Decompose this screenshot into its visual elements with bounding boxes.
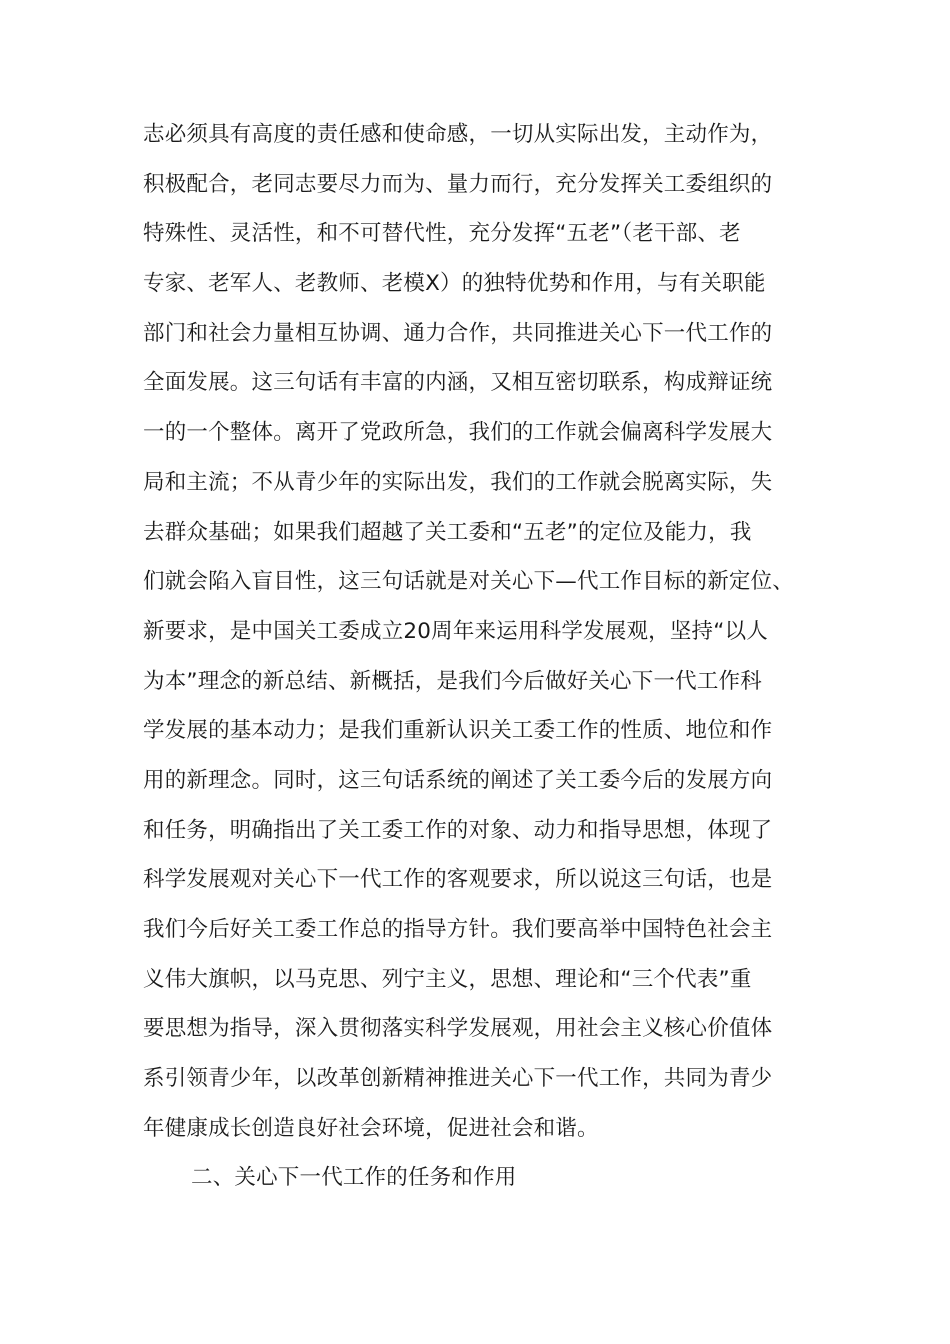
text-line: 义伟大旗帜，以马克思、列宁主义，思想、理论和“三个代表”重	[143, 966, 752, 992]
text-line: 一的一个整体。离开了党政所急，我们的工作就会偏离科学发展大	[143, 420, 773, 446]
text-line: 们就会陷入盲目性，这三句话就是对关心下—代工作目标的新定位、	[143, 569, 795, 595]
text-line: 为本”理念的新总结、新概括，是我们今后做好关心下一代工作科	[143, 668, 762, 694]
text-line: 部门和社会力量相互协调、通力合作，共同推进关心下一代工作的	[143, 320, 773, 346]
text-line: 学发展的基本动力；是我们重新认识关工委工作的性质、地位和作	[143, 718, 773, 744]
text-line: 用的新理念。同时，这三句话系统的阐述了关工委今后的发展方向	[143, 767, 773, 793]
text-line: 和任务，明确指出了关工委工作的对象、动力和指导思想，体现了	[143, 817, 773, 843]
text-line: 专家、老军人、老教师、老模X）的独特优势和作用，与有关职能	[143, 271, 766, 297]
text-line: 科学发展观对关心下一代工作的客观要求，所以说这三句话，也是	[143, 867, 773, 893]
text-line: 志必须具有高度的责任感和使命感，一切从实际出发，主动作为，	[143, 122, 773, 147]
text-line: 积极配合，老同志要尽力而为、量力而行，充分发挥关工委组织的	[143, 171, 773, 197]
text-line: 去群众基础；如果我们超越了关工委和“五老”的定位及能力，我	[143, 519, 752, 545]
text-line: 局和主流；不从青少年的实际出发，我们的工作就会脱离实际，失	[143, 469, 773, 495]
text-line: 系引领青少年，以改革创新精神推进关心下一代工作，共同为青少	[143, 1066, 773, 1092]
text-line: 要思想为指导，深入贯彻落实科学发展观，用社会主义核心价值体	[143, 1016, 773, 1042]
section-heading: 二、关心下一代工作的任务和作用	[191, 1165, 517, 1191]
text-line: 特殊性、灵活性，和不可替代性，充分发挥“五老”（老干部、老	[143, 221, 741, 247]
text-line: 年健康成长创造良好社会环境，促进社会和谐。	[143, 1115, 599, 1141]
text-line: 新要求，是中国关工委成立20周年来运用科学发展观，坚持“以人	[143, 618, 768, 644]
text-line: 全面发展。这三句话有丰富的内涵，又相互密切联系，构成辩证统	[143, 370, 773, 396]
body-text	[143, 110, 823, 1203]
text-line: 我们今后好关工委工作总的指导方针。我们要高举中国特色社会主	[143, 917, 773, 942]
